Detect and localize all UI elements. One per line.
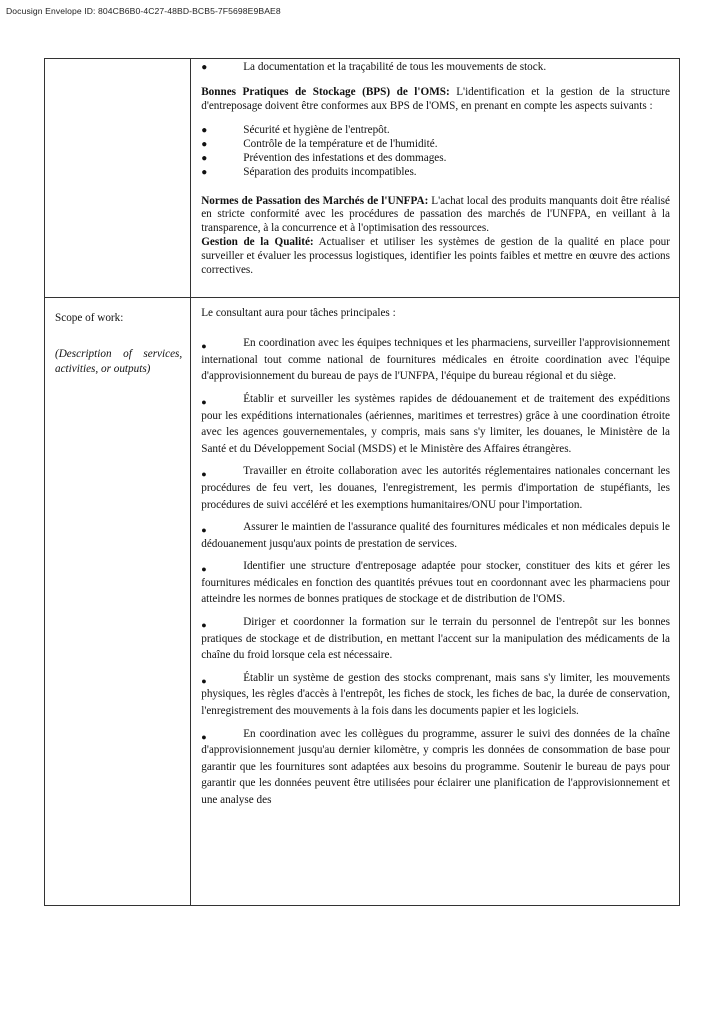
task-item — [201, 463, 670, 513]
task-item — [201, 670, 670, 720]
scope-of-work-label: Scope of work: — [55, 312, 124, 325]
normes-paragraph — [201, 195, 670, 236]
bullet-icon: ● — [201, 564, 207, 575]
normes-text: L'achat local des produits manquants doit être réalisé en stricte conformité avec les procédures de passation des marchés de l'UNFPA, en veillant à la transparence, à la concurrence et à l'optimisation des ressources. — [201, 194, 670, 235]
task-text: Travailler en étroite collaboration avec les autorités réglementaires nationales concernant les procédures de feu vert, les douanes, l'enregistrement, les permis d'importation de stupéfiants, les procédures de suivi accéléré et les exemptions humanitaires/ONU pour l'importation. — [201, 465, 670, 511]
list-item-text: Séparation des produits incompatibles. — [243, 165, 417, 178]
task-text: Identifier une structure d'entreposage adaptée pour stocker, constituer des kits et gérer les fournitures médicales en fonction des quantités prévues tout en coordonnant avec les pharmaciens pour atteindre les normes de bonnes pratiques de stockage et de distribution de l'OMS. — [201, 560, 670, 606]
bullet-icon: ● — [201, 731, 207, 742]
bps-text: L'identification et la gestion de la structure d'entreposage doivent être conformes aux BPS de l'OMS, en prenant en compte les aspects suivants : — [201, 85, 670, 112]
bullet-icon: ● — [201, 675, 207, 686]
qualite-text: Actualiser et utiliser les systèmes de gestion de la qualité en place pour surveiller et évaluer les processus logistiques, identifier les points faibles et mettre en œuvre des actions correctives. — [201, 235, 670, 276]
table-row — [45, 59, 680, 298]
requirements-cell — [191, 59, 680, 298]
task-text: Diriger et coordonner la formation sur le terrain du personnel de l'entrepôt sur les bonnes pratiques de stockage et de distribution, en mettant l'accent sur la manipulation des médicaments de la chaîne du froid lorsque cela est nécessaire. — [201, 616, 670, 662]
bullet-icon: ● — [201, 525, 207, 536]
qualite-paragraph — [201, 236, 670, 277]
bullet-icon: ● — [201, 152, 208, 164]
list-item-text: Sécurité et hygiène de l'entrepôt. — [243, 124, 390, 137]
envelope-id: Docusign Envelope ID: 804CB6B0-4C27-48BD-BCB5-7F5698E9BAE8 — [6, 6, 281, 16]
bps-list — [201, 124, 670, 179]
bullet-icon: ● — [201, 125, 208, 137]
bullet-icon: ● — [201, 396, 207, 407]
table-row — [45, 298, 680, 906]
task-item — [201, 726, 670, 809]
task-item — [201, 558, 670, 608]
task-text: Établir un système de gestion des stocks comprenant, mais sans s'y limiter, les mouvements physiques, les règles d'accès à l'entrepôt, les fiches de stock, les fiches de bac, la durée de conservation, l'enregistrement des mouvements à la fois dans les documents papier et les logiciels. — [201, 671, 670, 718]
task-item — [201, 614, 670, 664]
bullet-icon: ● — [201, 620, 207, 631]
task-text: Établir et surveiller les systèmes rapides de dédouanement et de traitement des expéditions pour les expéditions internationales (aériennes, maritimes et terrestres) grâce à une coordination étroite avec les agences gouvernementales, y compris, mais sans s'y limiter, les douanes, le Ministère de la Santé et du Développement Social (MSDS) et le Ministère des Affaires étrangères. — [201, 392, 670, 455]
qualite-heading: Gestion de la Qualité: — [201, 235, 314, 248]
terms-of-reference-table — [44, 58, 680, 906]
scope-description: (Description of services, activities, or outputs) — [55, 348, 183, 376]
list-item — [201, 138, 670, 152]
bullet-icon: ● — [201, 166, 208, 178]
task-text: Assurer le maintien de l'assurance qualité des fournitures médicales et non médicales depuis le dédouanement jusqu'aux points de prestation de services. — [201, 521, 670, 550]
tasks-intro: Le consultant aura pour tâches principales : — [201, 307, 396, 320]
list-item — [201, 166, 670, 180]
list-item — [201, 152, 670, 166]
list-item-text: Prévention des infestations et des dommages. — [243, 151, 447, 164]
scope-tasks-cell — [191, 298, 680, 906]
scope-label-cell — [45, 298, 191, 906]
list-item-text: Contrôle de la température et de l'humidité. — [243, 138, 438, 151]
bullet-icon: ● — [201, 139, 208, 151]
bullet-icon: ● — [201, 341, 207, 352]
list-item — [201, 61, 670, 75]
normes-heading: Normes de Passation des Marchés de l'UNFPA: — [201, 194, 429, 207]
list-item — [201, 124, 670, 138]
task-item — [201, 391, 670, 457]
bullet-icon: ● — [201, 469, 207, 480]
task-item — [201, 519, 670, 552]
task-text: En coordination avec les collègues du programme, assurer le suivi des données de la chaîne d'approvisionnement jusqu'au dernier kilomètre, y compris les données de consommation de base pour garantir que les fournitures sont adaptées aux besoins du programme. Soutenir le bureau de pays pour garantir que les données peuvent être utilisées pour éclairer une planification de l'approvisionnement et une analyse des — [201, 727, 670, 806]
bps-heading: Bonnes Pratiques de Stockage (BPS) de l'OMS: — [201, 85, 450, 98]
task-item — [201, 335, 670, 385]
list-item-text: La documentation et la traçabilité de tous les mouvements de stock. — [243, 61, 547, 73]
task-text: En coordination avec les équipes techniques et les pharmaciens, surveiller l'approvisionnement international tout comme national de fournitures médicales en étroite coordination avec l'équipe d'approvisionnement du bureau de pays de l'UNFPA, l'équipe du bureau régional et du siège. — [201, 337, 670, 383]
bullet-icon: ● — [201, 62, 208, 73]
bps-paragraph — [201, 86, 670, 114]
empty-left-cell — [45, 59, 191, 298]
